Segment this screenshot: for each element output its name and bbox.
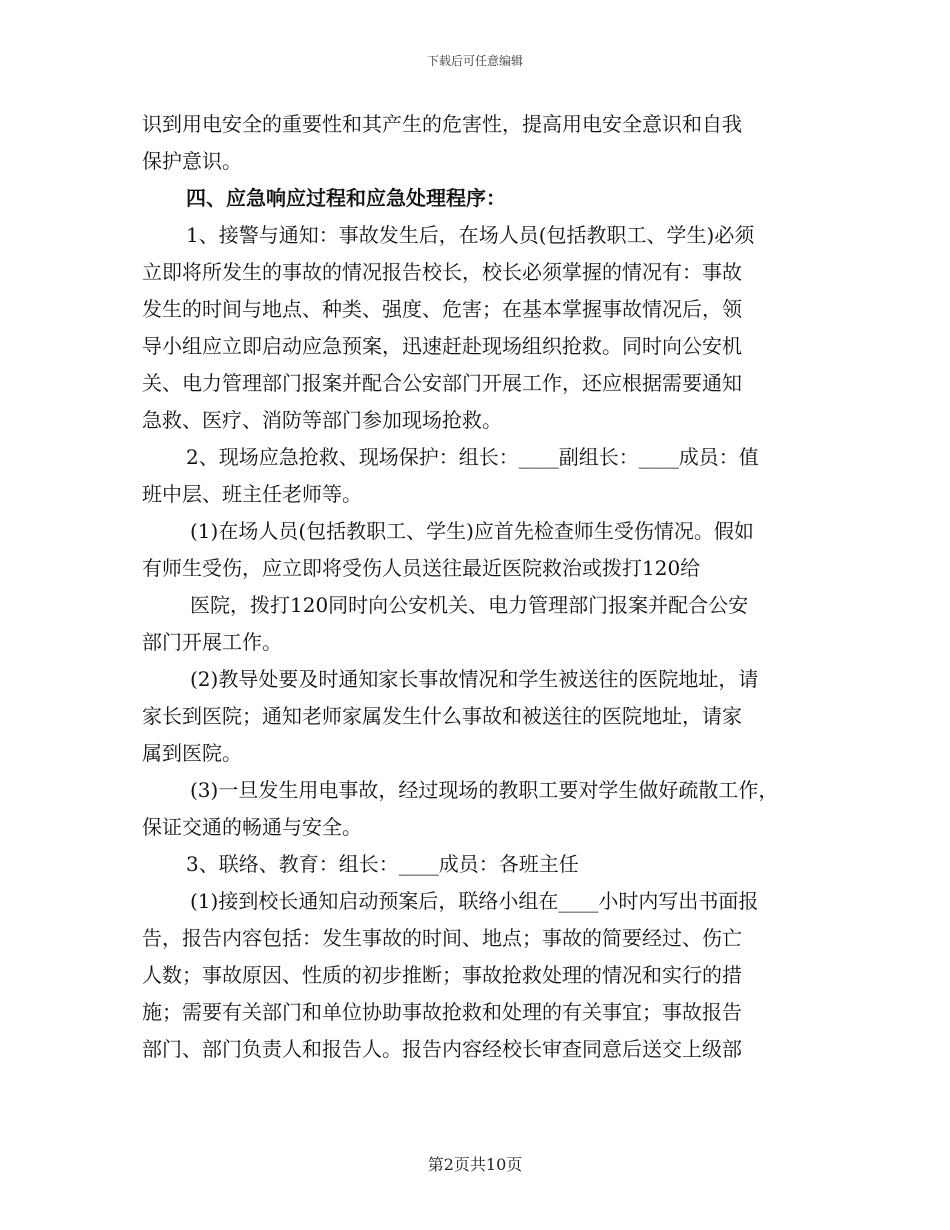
paragraph-line: 医院，拨打120同时向公安机关、电力管理部门报案并配合公安 (190, 593, 749, 617)
paragraph-line: 告，报告内容包括：发生事故的时间、地点；事故的简要经过、伤亡 (142, 926, 742, 950)
paragraph-line: (1)接到校长通知启动预案后，联络小组在____小时内写出书面报 (190, 889, 759, 913)
paragraph-item-1 (142, 517, 822, 583)
paragraph-line: 导小组应立即启动应急预案，迅速赶赴现场组织抢救。同时向公安机 (142, 334, 742, 358)
paragraph-line: 发生的时间与地点、种类、强度、危害；在基本掌握事故情况后，领 (142, 297, 742, 321)
paragraph-alarm-notification (142, 221, 822, 435)
paragraph-line: 立即将所发生的事故的情况报告校长，校长必须掌握的情况有：事故 (142, 260, 742, 284)
paragraph-line: 施；需要有关部门和单位协助事故抢救和处理的有关事宜；事故报告 (142, 1000, 742, 1024)
paragraph-line: 关、电力管理部门报案并配合公安部门开展工作，还应根据需要通知 (142, 371, 742, 395)
paragraph-line: (3)一旦发生用电事故，经过现场的教职工要对学生做好疏散工作， (190, 778, 779, 802)
paragraph-line: 2、现场应急抢救、现场保护：组长：____副组长：____成员：值 (186, 445, 759, 469)
paragraph-continuation (142, 110, 822, 176)
paragraph-liaison-education (142, 850, 822, 879)
paragraph-line: 3、联络、教育：组长：____成员：各班主任 (186, 852, 579, 876)
paragraph-line: (2)教导处要及时通知家长事故情况和学生被送往的医院地址，请 (190, 667, 759, 691)
page-header: 下载后可任意编辑 (426, 54, 523, 68)
document-body (142, 110, 822, 1064)
paragraph-line: (1)在场人员(包括教职工、学生)应首先检查师生受伤情况。假如 (190, 519, 754, 543)
paragraph-line: 人数；事故原因、性质的初步推断；事故抢救处理的情况和实行的措 (142, 963, 742, 987)
paragraph-item-3 (142, 776, 822, 842)
paragraph-line: 有师生受伤，应立即将受伤人员送往最近医院救治或拨打120给 (142, 556, 701, 580)
paragraph-line: 保护意识。 (142, 149, 242, 173)
paragraph-line: 急救、医疗、消防等部门参加现场抢救。 (142, 408, 502, 432)
paragraph-item-1-continued (142, 591, 822, 657)
paragraph-line: 识到用电安全的重要性和其产生的危害性，提高用电安全意识和自我 (142, 112, 742, 136)
paragraph-line: 部门开展工作。 (142, 630, 282, 654)
paragraph-onsite-rescue (142, 443, 822, 509)
paragraph-line: 部门、部门负责人和报告人。报告内容经校长审查同意后送交上级部 (142, 1037, 742, 1061)
section-heading (142, 184, 822, 213)
heading-line: 四、应急响应过程和应急处理程序： (186, 186, 506, 210)
page-footer: 第2页共10页 (427, 1155, 523, 1174)
paragraph-report-item-1 (142, 887, 822, 1064)
paragraph-line: 班中层、班主任老师等。 (142, 482, 362, 506)
paragraph-line: 家长到医院；通知老师家属发生什么事故和被送往的医院地址，请家 (142, 704, 742, 728)
paragraph-line: 属到医院。 (142, 741, 242, 765)
paragraph-item-2 (142, 665, 822, 768)
paragraph-line: 1、接警与通知：事故发生后，在场人员(包括教职工、学生)必须 (186, 223, 755, 247)
paragraph-line: 保证交通的畅通与安全。 (142, 815, 362, 839)
